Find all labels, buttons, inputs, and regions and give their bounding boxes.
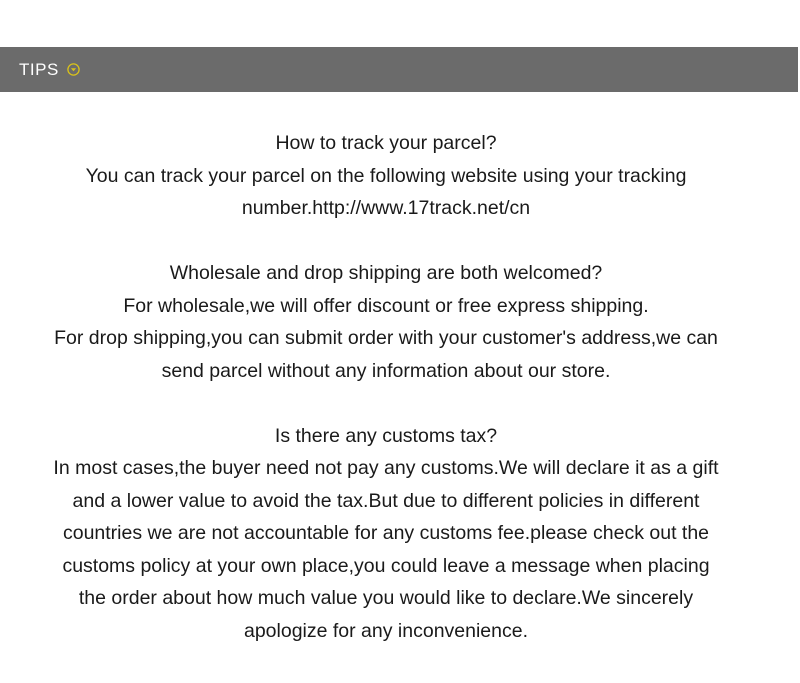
faq-answer-line: countries we are not accountable for any customs fee.please check out the — [62, 522, 710, 544]
faq-answer-line: number.http://www.17track.net/cn — [241, 197, 531, 219]
tips-content — [20, 127, 752, 647]
faq-answer-line: For wholesale,we will offer discount or free express shipping. — [123, 294, 649, 317]
faq-answer-line: You can track your parcel on the following website using your tracking — [85, 164, 687, 187]
faq-answer-line: send parcel without any information about our store. — [161, 359, 611, 382]
faq-answer-line: For drop shipping,you can submit order with your customer's address,we can — [54, 327, 718, 349]
faq-tracking — [20, 127, 752, 225]
tips-header-bar — [0, 47, 798, 92]
faq-customs — [20, 420, 752, 648]
tips-title: TIPS — [19, 59, 59, 79]
faq-question-wholesale: Wholesale and drop shipping are both welcomed? — [169, 262, 603, 284]
faq-question-customs: Is there any customs tax? — [274, 424, 498, 447]
faq-answer-line: apologize for any inconvenience. — [243, 619, 529, 642]
faq-question-tracking: How to track your parcel? — [275, 132, 497, 154]
chevron-down-circle-icon — [67, 63, 80, 76]
faq-answer-line: In most cases,the buyer need not pay any customs.We will declare it as a gift — [53, 457, 719, 479]
faq-answer-line: the order about how much value you would like to declare.We sincerely — [78, 587, 694, 609]
faq-answer-line: customs policy at your own place,you could leave a message when placing — [62, 554, 710, 577]
faq-wholesale — [20, 257, 752, 387]
faq-answer-line: and a lower value to avoid the tax.But due to different policies in different — [72, 489, 700, 512]
